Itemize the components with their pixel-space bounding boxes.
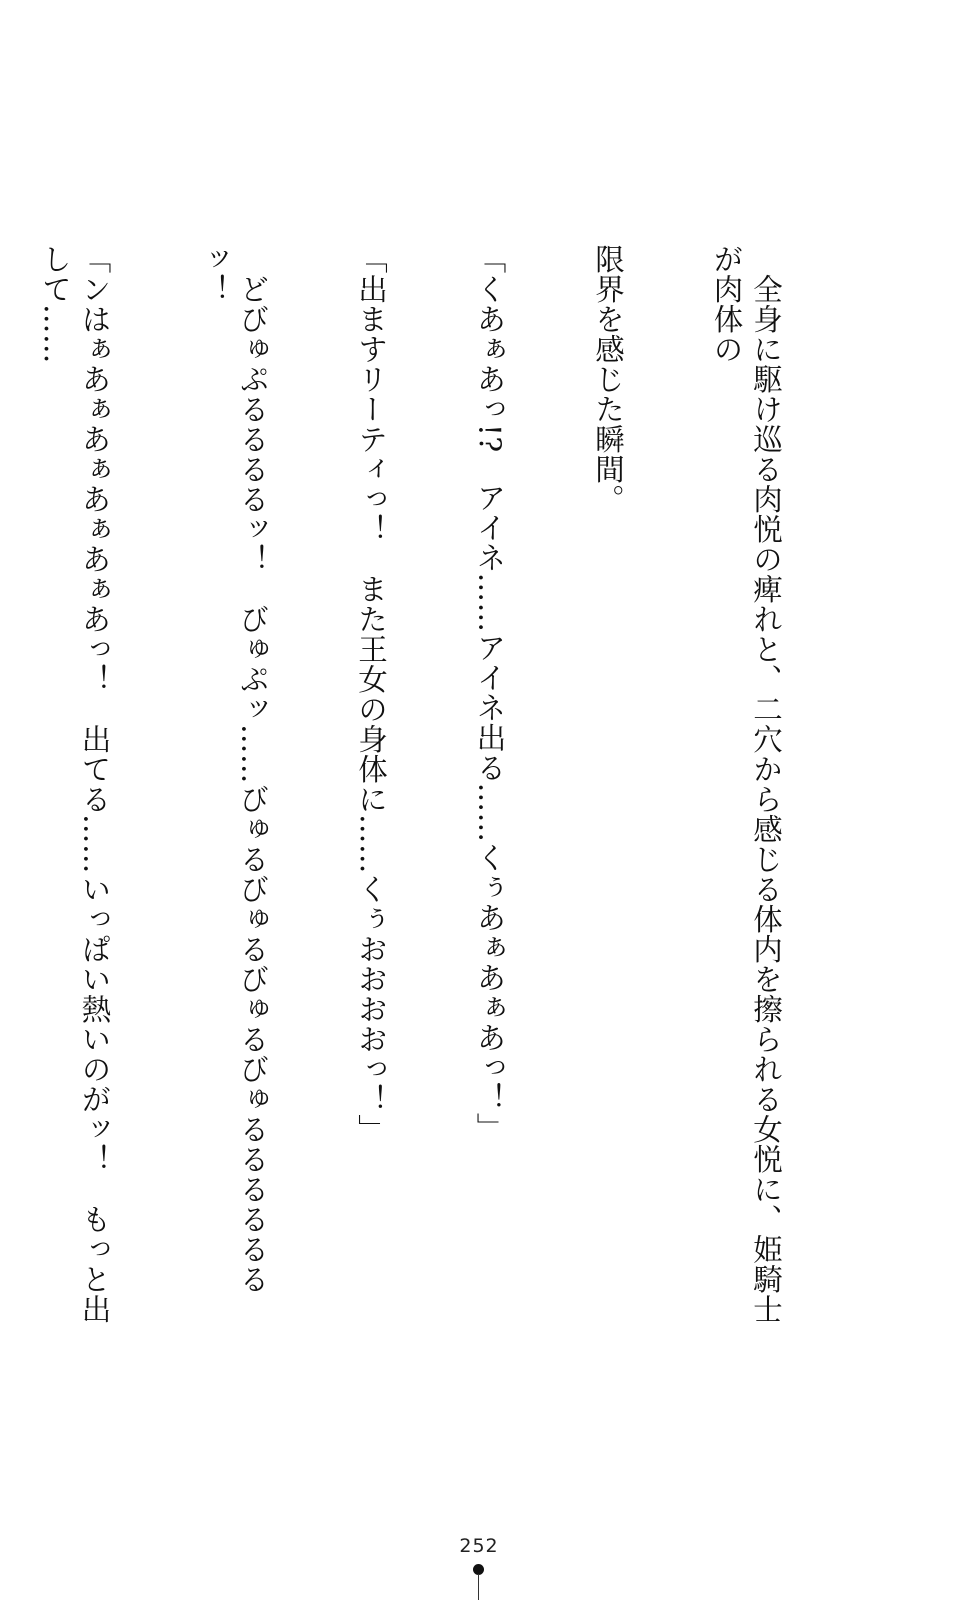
text-line: 全身に駆け巡る肉悦の痺れと、二穴から感じる体内を擦られる女悦に、姫騎士が肉体の (709, 244, 783, 1324)
text-line: どびゅぷるるるるッ！ びゅぷッ……びゅるびゅるびゅるびゅるるるるるるッ！ (196, 244, 270, 1294)
text-line: 「出ますリーティっ！ また王女の身体に……くぅおおおおっ！」 (354, 244, 388, 1144)
novel-body-text (0, 244, 864, 1334)
page-marker-stem (478, 1574, 479, 1600)
text-line: 限界を感じた瞬間。 (591, 244, 625, 514)
text-line: 「ンはぁあぁあぁあぁあぁあっ！ 出てる……いっぱい熱いのがッ！ もっと出して…… (38, 244, 112, 1324)
text-line: 「くあぁあっ!? アイネ……アイネ出る……くぅあぁあぁあっ！」 (472, 244, 507, 1143)
page-number: 252 (459, 1535, 499, 1557)
